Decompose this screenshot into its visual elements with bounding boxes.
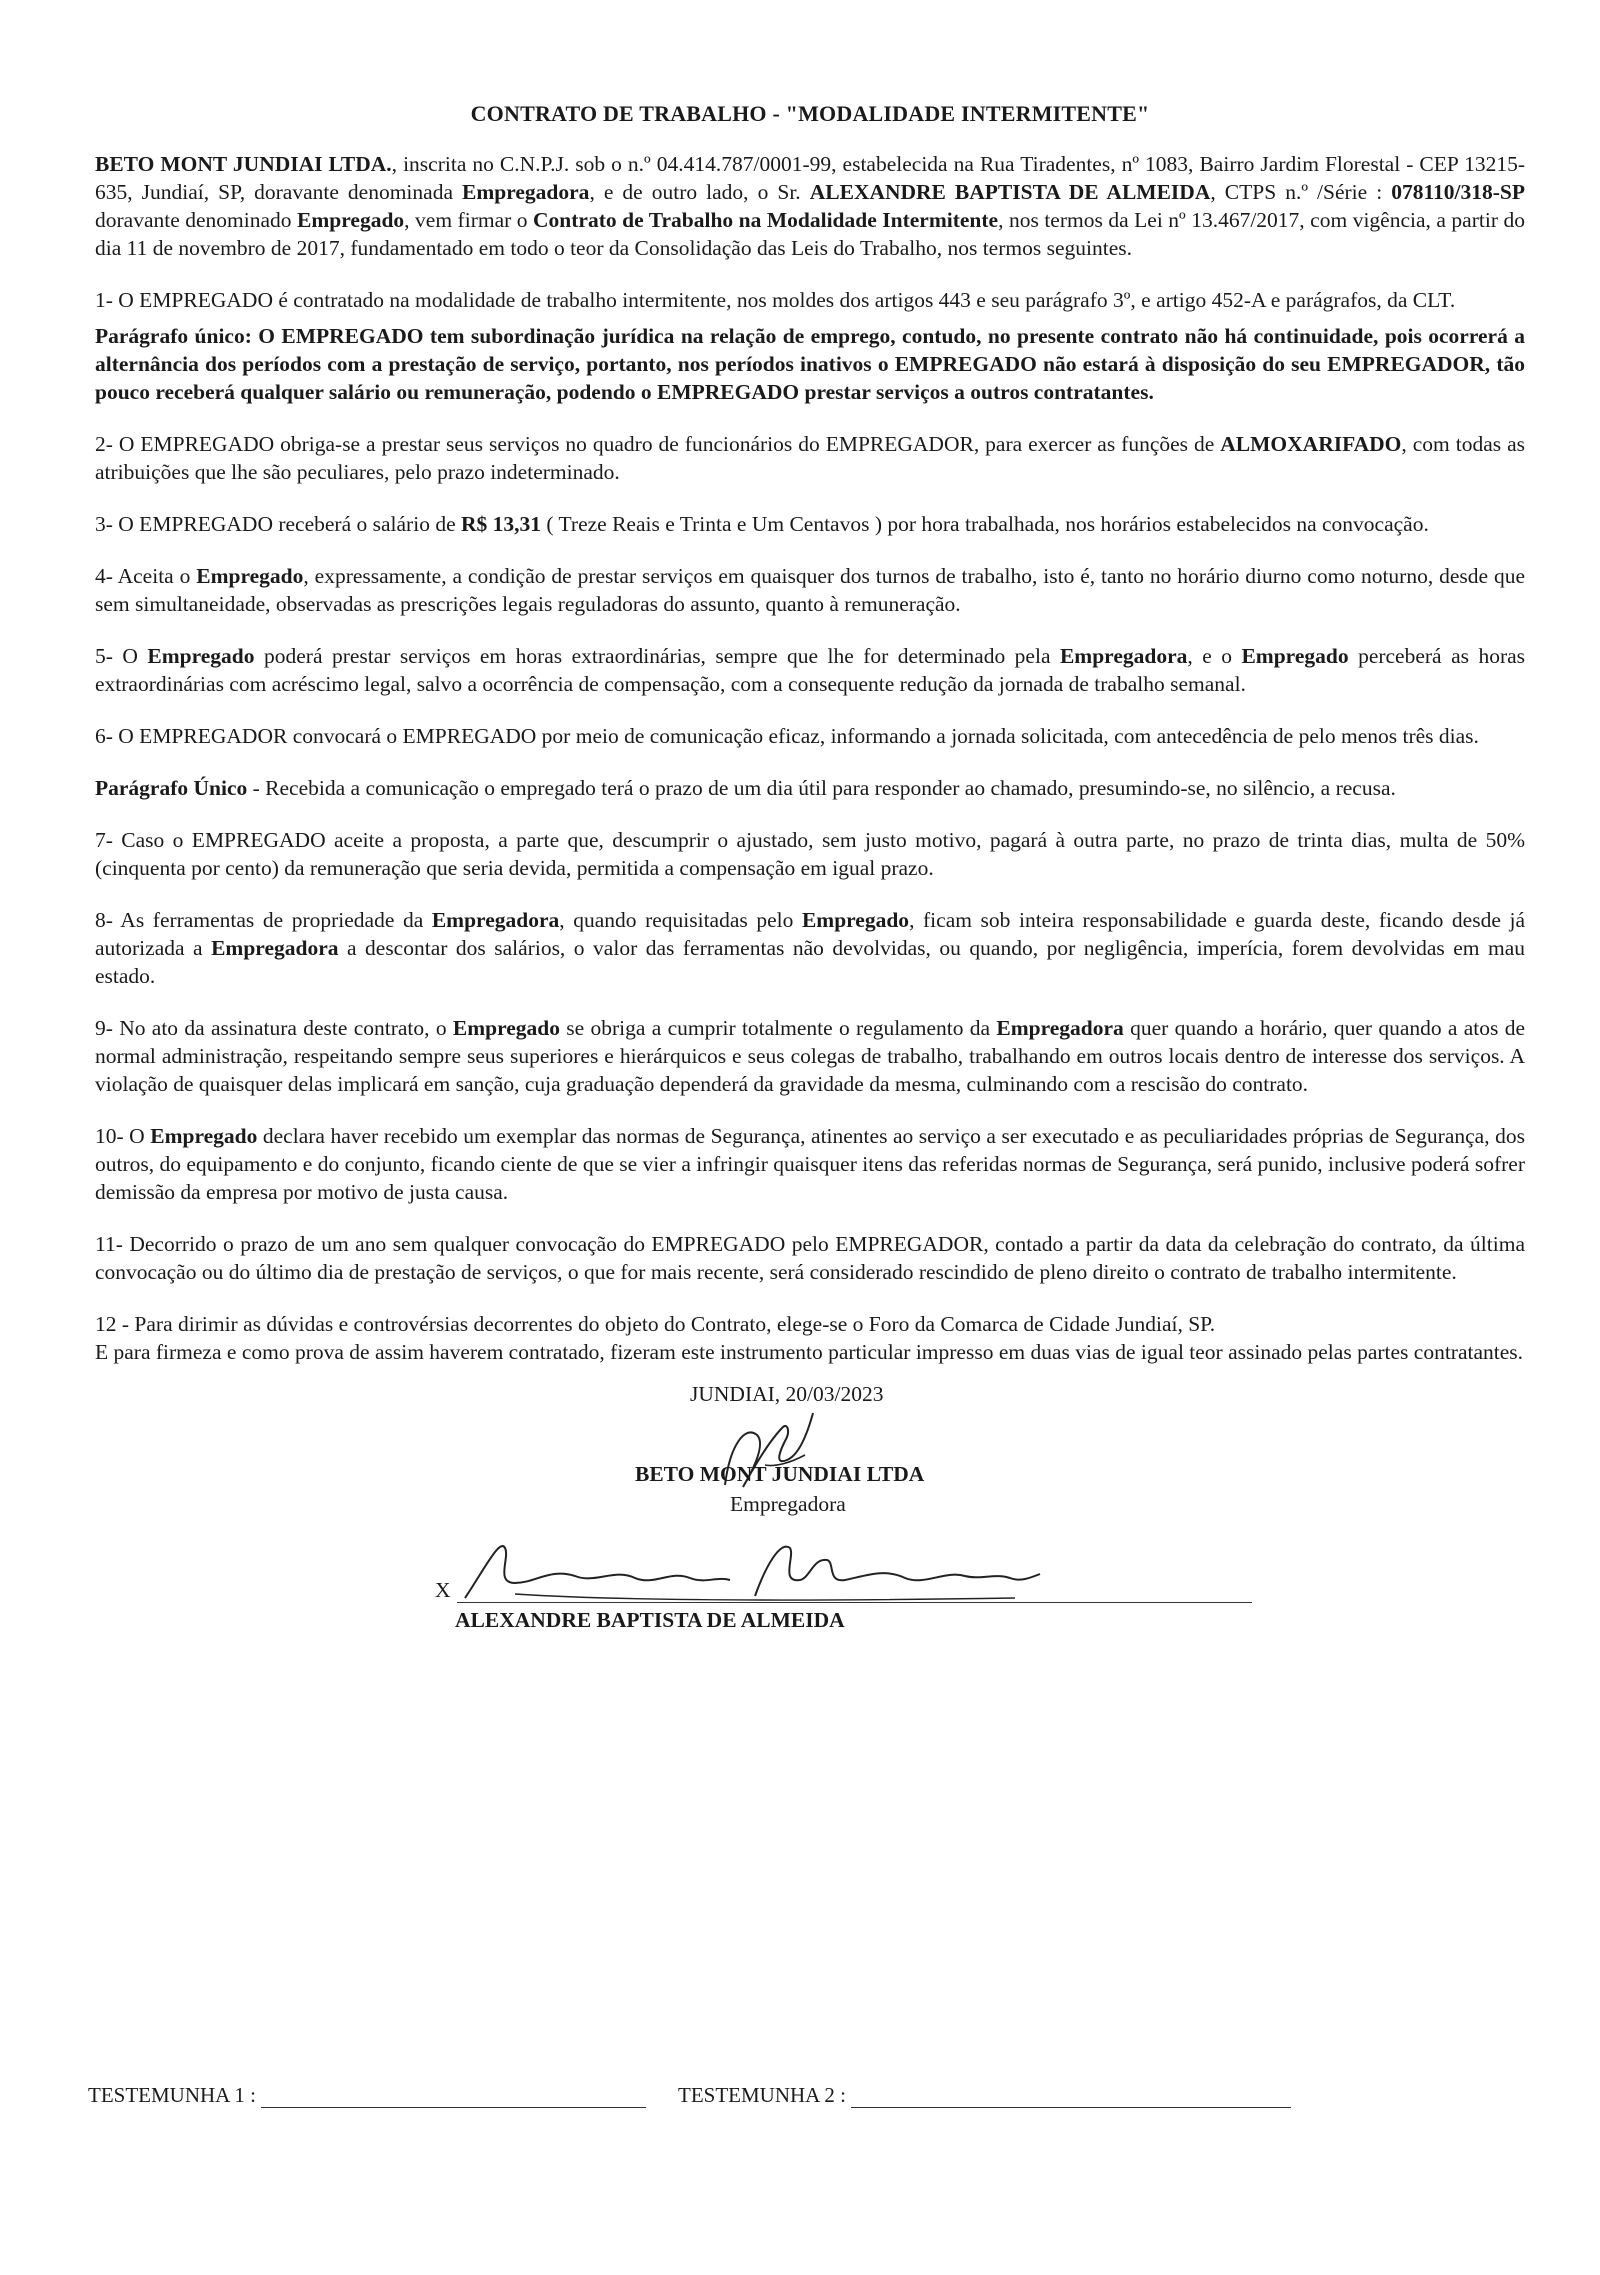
job-role: ALMOXARIFADO (1220, 432, 1402, 456)
clause-9-employee: Empregado (452, 1016, 560, 1040)
employee-signature (455, 1528, 1055, 1608)
clause-2 (95, 430, 1525, 486)
clause-8-text-d: a descontar dos salários, o valor das ferramentas não devolvidas, ou quando, por negligência, imperícia, forem devolvidas em mau estado. (95, 936, 1525, 988)
clause-9-employer: Empregadora (996, 1016, 1124, 1040)
clause-5-text-a: 5- O (95, 644, 148, 668)
employer-label: Empregadora (462, 180, 590, 204)
contract-page (95, 100, 1525, 1710)
clause-6: 6- O EMPREGADOR convocará o EMPREGADO por meio de comunicação eficaz, informando a jornada solicitada, com antecedência de pelo menos três dias. (95, 724, 1479, 748)
clause-6-paragraph-text: - Recebida a comunicação o empregado terá o prazo de um dia útil para responder ao chamado, presumindo-se, no silêncio, a recusa. (247, 776, 1396, 800)
clause-4-employee: Empregado (196, 564, 304, 588)
witness-1-label: TESTEMUNHA 1 : (88, 2083, 256, 2107)
place-date: JUNDIAI, 20/03/2023 (690, 1382, 884, 1406)
clause-5 (95, 642, 1525, 698)
witness-1 (88, 2083, 646, 2108)
preamble (95, 150, 1525, 262)
closing-statement: E para firmeza e como prova de assim haverem contratado, fizeram este instrumento particular impresso em duas vias de igual teor assinado pelas partes contratantes. (95, 1340, 1524, 1364)
clause-6-paragraph-label: Parágrafo Único (95, 776, 248, 800)
clause-3-text-a: 3- O EMPREGADO receberá o salário de (95, 512, 461, 536)
clause-1-paragraph: Parágrafo único: O EMPREGADO tem subordinação jurídica na relação de emprego, contudo, no presente contrato não há continuidade, pois ocorrerá a alternância dos períodos com a prestação de serviço, portanto, nos períodos inativos o EMPREGADO não estará à disposição do seu EMPREGADOR, tão pouco receberá qualquer salário ou remuneração, podendo o EMPREGADO prestar serviços a outros contratantes. (95, 324, 1525, 404)
clause-4-text-a: 4- Aceita o (95, 564, 197, 588)
clause-10-text-b: declara haver recebido um exemplar das normas de Segurança, atinentes ao serviço a ser executado e as peculiaridades próprias de Segurança, dos outros, do equipamento e do conjunto, ficando ciente de que se vier a infringir quaisquer itens das referidas normas de Segurança, será punido, inclusive poderá sofrer demissão da empresa por motivo de justa causa. (95, 1124, 1525, 1204)
clause-12: 12 - Para dirimir as dúvidas e controvérsias decorrentes do objeto do Contrato, elege-se o Foro da Comarca de Cidade Jundiaí, SP. (95, 1312, 1216, 1336)
clause-7: 7- Caso o EMPREGADO aceite a proposta, a parte que, descumprir o ajustado, sem justo motivo, pagará à outra parte, no prazo de trinta dias, multa de 50% (cinquenta por cento) da remuneração que seria devida, permitida a compensação em igual prazo. (95, 828, 1525, 880)
clause-5-text-d: perceberá as horas extraordinárias com acréscimo legal, salvo a ocorrência de compensação, com a consequente redução da jornada de trabalho semanal. (95, 644, 1526, 696)
clause-8-text-c: , ficam sob inteira responsabilidade e guarda deste, ficando desde já autorizada a (95, 908, 1525, 960)
clause-5-text-b: poderá prestar serviços em horas extraordinárias, sempre que lhe for determinado pela (254, 644, 1060, 668)
clause-8-text-a: 8- As ferramentas de propriedade da (95, 908, 432, 932)
clause-6-paragraph (95, 774, 1525, 802)
preamble-text-2: , e de outro lado, o Sr. (589, 180, 810, 204)
clause-10-text-a: 10- O (95, 1124, 151, 1148)
clause-8-employer-1: Empregadora (431, 908, 560, 932)
employer-name: BETO MONT JUNDIAI LTDA. (95, 152, 392, 176)
signature-x-mark: X (435, 1578, 451, 1602)
clause-3-text-b: ( Treze Reais e Trinta e Um Centavos ) por hora trabalhada, nos horários estabelecidos na convocação. (541, 512, 1429, 536)
preamble-text-6: , nos termos da Lei nº 13.467/2017, com vigência, a partir do dia 11 de novembro de 2017, fundamentado em todo o teor da Consolidação das Leis do Trabalho, nos termos seguintes. (95, 208, 1525, 260)
clause-8-text-b: , quando requisitadas pelo (559, 908, 802, 932)
preamble-text-1: , inscrita no C.N.P.J. sob o n.º 04.414.787/0001-99, estabelecida na Rua Tiradentes, nº 1083, Bairro Jardim Florestal - CEP 13215-635, Jundiaí, SP, doravante denominada (95, 152, 1525, 204)
contract-label: Contrato de Trabalho na Modalidade Intermitente (533, 208, 999, 232)
ctps-number: 078110/318-SP (1391, 180, 1526, 204)
clause-2-text-a: 2- O EMPREGADO obriga-se a prestar seus serviços no quadro de funcionários do EMPREGADOR, para exercer as funções de (95, 432, 1221, 456)
document-title: CONTRATO DE TRABALHO - "MODALIDADE INTERMITENTE" (470, 101, 1150, 126)
clause-4 (95, 562, 1525, 618)
witness-2 (678, 2083, 1291, 2108)
clause-4-text-b: , expressamente, a condição de prestar serviços em quaisquer dos turnos de trabalho, isto é, tanto no horário diurno como noturno, desde que sem simultaneidade, observadas as prescrições legais reguladoras do assunto, quanto à remuneração. (95, 564, 1526, 616)
salary-amount: R$ 13,31 (460, 512, 542, 536)
witness-1-line (261, 2085, 646, 2108)
preamble-text-5: , vem firmar o (404, 208, 534, 232)
preamble-text-4: doravante denominado (95, 208, 298, 232)
clause-2-text-b: , com todas as atribuições que lhe são peculiares, pelo prazo indeterminado. (95, 432, 1525, 484)
clause-1: 1- O EMPREGADO é contratado na modalidade de trabalho intermitente, nos moldes dos artigos 443 e seu parágrafo 3º, e artigo 452-A e parágrafos, da CLT. (95, 288, 1456, 312)
clause-9-text-c: quer quando a horário, quer quando a atos de normal administração, respeitando sempre seus superiores e hierárquicos e seus colegas de trabalho, trabalhando em outros locais dentro de interesse dos serviços. A violação de quaisquer delas implicará em sanção, cuja graduação dependerá da gravidade da mesma, culminando com a rescisão do contrato. (95, 1016, 1525, 1096)
clause-8 (95, 906, 1525, 990)
clause-5-employee-1: Empregado (147, 644, 255, 668)
clause-5-text-c: , e o (1187, 644, 1242, 668)
employee-name: ALEXANDRE BAPTISTA DE ALMEIDA (809, 180, 1211, 204)
company-name: BETO MONT JUNDIAI LTDA (635, 1462, 925, 1486)
clause-5-employee-2: Empregado (1241, 644, 1349, 668)
clause-3 (95, 510, 1525, 538)
clause-8-employee: Empregado (801, 908, 910, 932)
employee-signature-line (457, 1602, 1252, 1603)
signature-block (95, 1380, 1525, 1710)
clause-8-employer-2: Empregadora (211, 936, 339, 960)
employee-signature-name: ALEXANDRE BAPTISTA DE ALMEIDA (455, 1608, 845, 1632)
preamble-text-3: , CTPS n.º /Série : (1210, 180, 1392, 204)
witness-2-line (851, 2085, 1291, 2108)
company-role: Empregadora (730, 1492, 846, 1516)
clause-9-text-a: 9- No ato da assinatura deste contrato, o (95, 1016, 453, 1040)
witness-2-label: TESTEMUNHA 2 : (678, 2083, 846, 2107)
clause-10 (95, 1122, 1525, 1206)
employee-label: Empregado (297, 208, 405, 232)
clause-9 (95, 1014, 1525, 1098)
clause-9-text-b: se obriga a cumprir totalmente o regulamento da (560, 1016, 997, 1040)
clause-10-employee: Empregado (150, 1124, 258, 1148)
clause-5-employer: Empregadora (1059, 644, 1188, 668)
clause-11: 11- Decorrido o prazo de um ano sem qualquer convocação do EMPREGADO pelo EMPREGADOR, contado a partir da data da celebração do contrato, da última convocação ou do último dia de prestação de serviços, o que for mais recente, será considerado rescindido de pleno direito o contrato de trabalho intermitente. (95, 1232, 1525, 1284)
